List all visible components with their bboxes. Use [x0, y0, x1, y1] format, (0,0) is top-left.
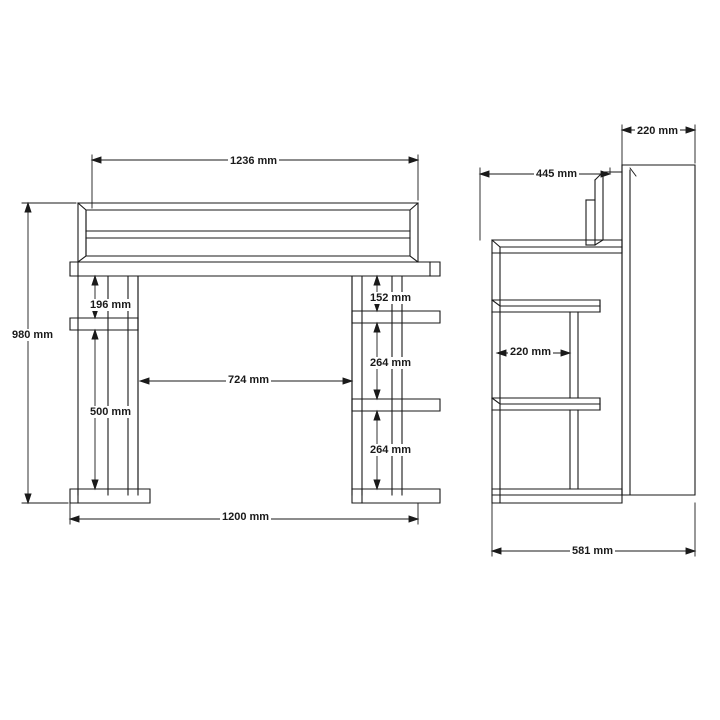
dim-label-front-right-mid-gap: 264 mm	[370, 357, 411, 369]
dim-front-left-shelf-gap	[92, 276, 98, 318]
side-view-geometry	[492, 165, 695, 503]
front-view-geometry	[70, 203, 440, 503]
dim-label-front-overall-height: 980 mm	[12, 329, 53, 341]
dim-label-side-base-depth: 581 mm	[572, 545, 613, 557]
dim-label-front-right-low-gap: 264 mm	[370, 444, 411, 456]
dim-front-overall-height	[22, 203, 76, 503]
dim-label-side-upper-depth: 445 mm	[536, 168, 577, 180]
dim-label-front-top-width: 1236 mm	[230, 155, 278, 167]
dim-label-side-shelf-depth: 220 mm	[510, 346, 551, 358]
dim-label-front-left-lower-gap: 500 mm	[90, 406, 131, 418]
dim-label-front-inner-width: 724 mm	[228, 374, 269, 386]
dim-label-front-base-width: 1200 mm	[222, 511, 270, 523]
dim-label-front-left-shelf-gap: 196 mm	[90, 299, 131, 311]
dim-label-front-right-top-gap: 152 mm	[370, 292, 411, 304]
dim-label-side-top-depth: 220 mm	[637, 125, 678, 137]
